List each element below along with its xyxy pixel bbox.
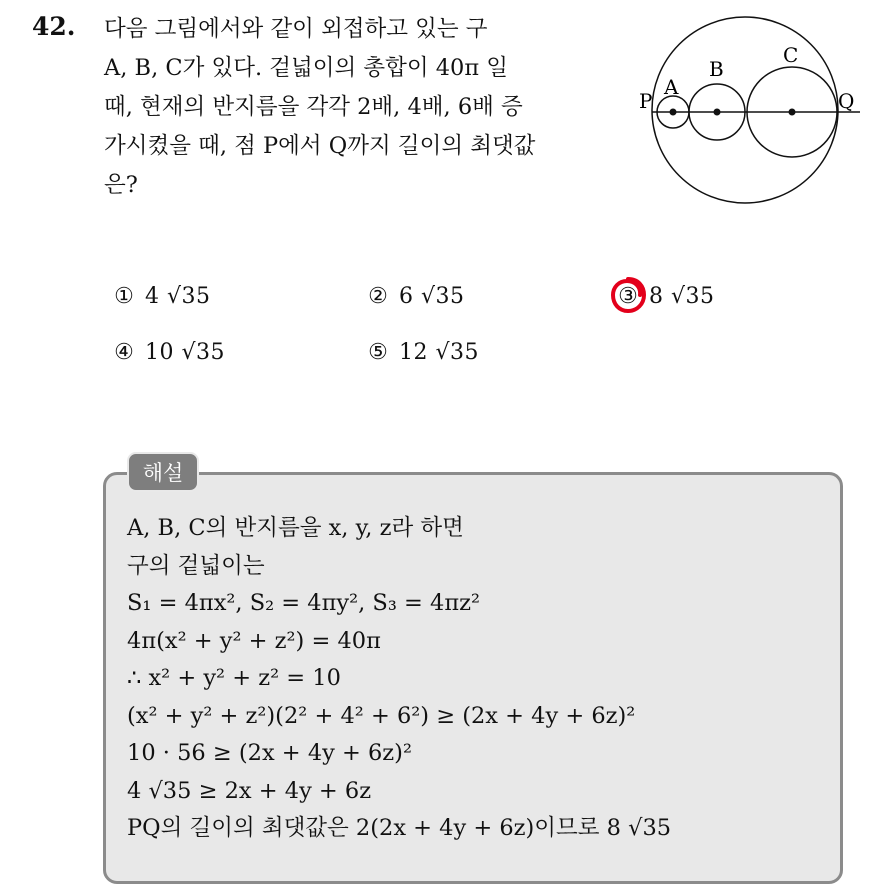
- label-c: C: [783, 43, 799, 67]
- spheres-figure: [636, 12, 866, 207]
- choice-mark: ④: [114, 340, 134, 365]
- choice-mark: ⑤: [368, 340, 388, 365]
- solution-text: [127, 510, 671, 848]
- solution-line: 10 · 56 ≥ (2x + 4y + 6z)²: [127, 740, 412, 766]
- choice-1[interactable]: [112, 284, 211, 309]
- label-b: B: [709, 57, 724, 81]
- center-c-dot: [789, 109, 796, 116]
- solution-line: 4π(x² + y² + z²) = 40π: [127, 627, 381, 654]
- choice-value: 8 √35: [649, 284, 715, 309]
- question-text: [104, 10, 604, 205]
- solution-line: A, B, C의 반지름을 x, y, z라 하면: [127, 515, 464, 541]
- choice-value: 10 √35: [145, 340, 225, 365]
- question-line: A, B, C가 있다. 겉넓이의 총합이 40π 일: [104, 55, 509, 81]
- solution-line: ∴ x² + y² + z² = 10: [127, 665, 341, 691]
- center-b-dot: [714, 109, 721, 116]
- choice-value: 12 √35: [399, 340, 479, 365]
- solution-line: 구의 겉넓이는: [127, 552, 265, 579]
- choice-mark-glyph: ③: [618, 284, 638, 309]
- solution-line: 4 √35 ≥ 2x + 4y + 6z: [127, 777, 372, 804]
- question-line: 가시켰을 때, 점 P에서 Q까지 길이의 최댓값: [104, 133, 536, 159]
- choice-2[interactable]: [366, 284, 465, 309]
- solution-tag: 해설: [127, 452, 199, 492]
- choice-value: 4 √35: [145, 284, 211, 309]
- label-a: A: [664, 75, 679, 99]
- label-p: P: [639, 89, 653, 113]
- question-line: 은?: [104, 172, 138, 198]
- center-a-dot: [670, 109, 677, 116]
- solution-line: S₁ = 4πx², S₂ = 4πy², S₃ = 4πz²: [127, 590, 481, 616]
- choice-3[interactable]: [616, 284, 715, 309]
- choice-value: 6 √35: [399, 284, 465, 309]
- choice-mark: [616, 284, 640, 309]
- choice-4[interactable]: [112, 340, 225, 365]
- question-number: 42.: [32, 12, 76, 41]
- choice-mark: ①: [114, 284, 134, 309]
- question-line: 다음 그림에서와 같이 외접하고 있는 구: [104, 16, 488, 42]
- solution-line: (x² + y² + z²)(2² + 4² + 6²) ≥ (2x + 4y + 6z)²: [127, 702, 636, 729]
- choice-5[interactable]: [366, 340, 479, 365]
- solution-line: PQ의 길이의 최댓값은 2(2x + 4y + 6z)이므로 8 √35: [127, 815, 672, 841]
- question-line: 때, 현재의 반지름을 각각 2배, 4배, 6배 증: [104, 94, 523, 120]
- label-q: Q: [838, 89, 855, 113]
- choice-mark: ②: [368, 284, 388, 309]
